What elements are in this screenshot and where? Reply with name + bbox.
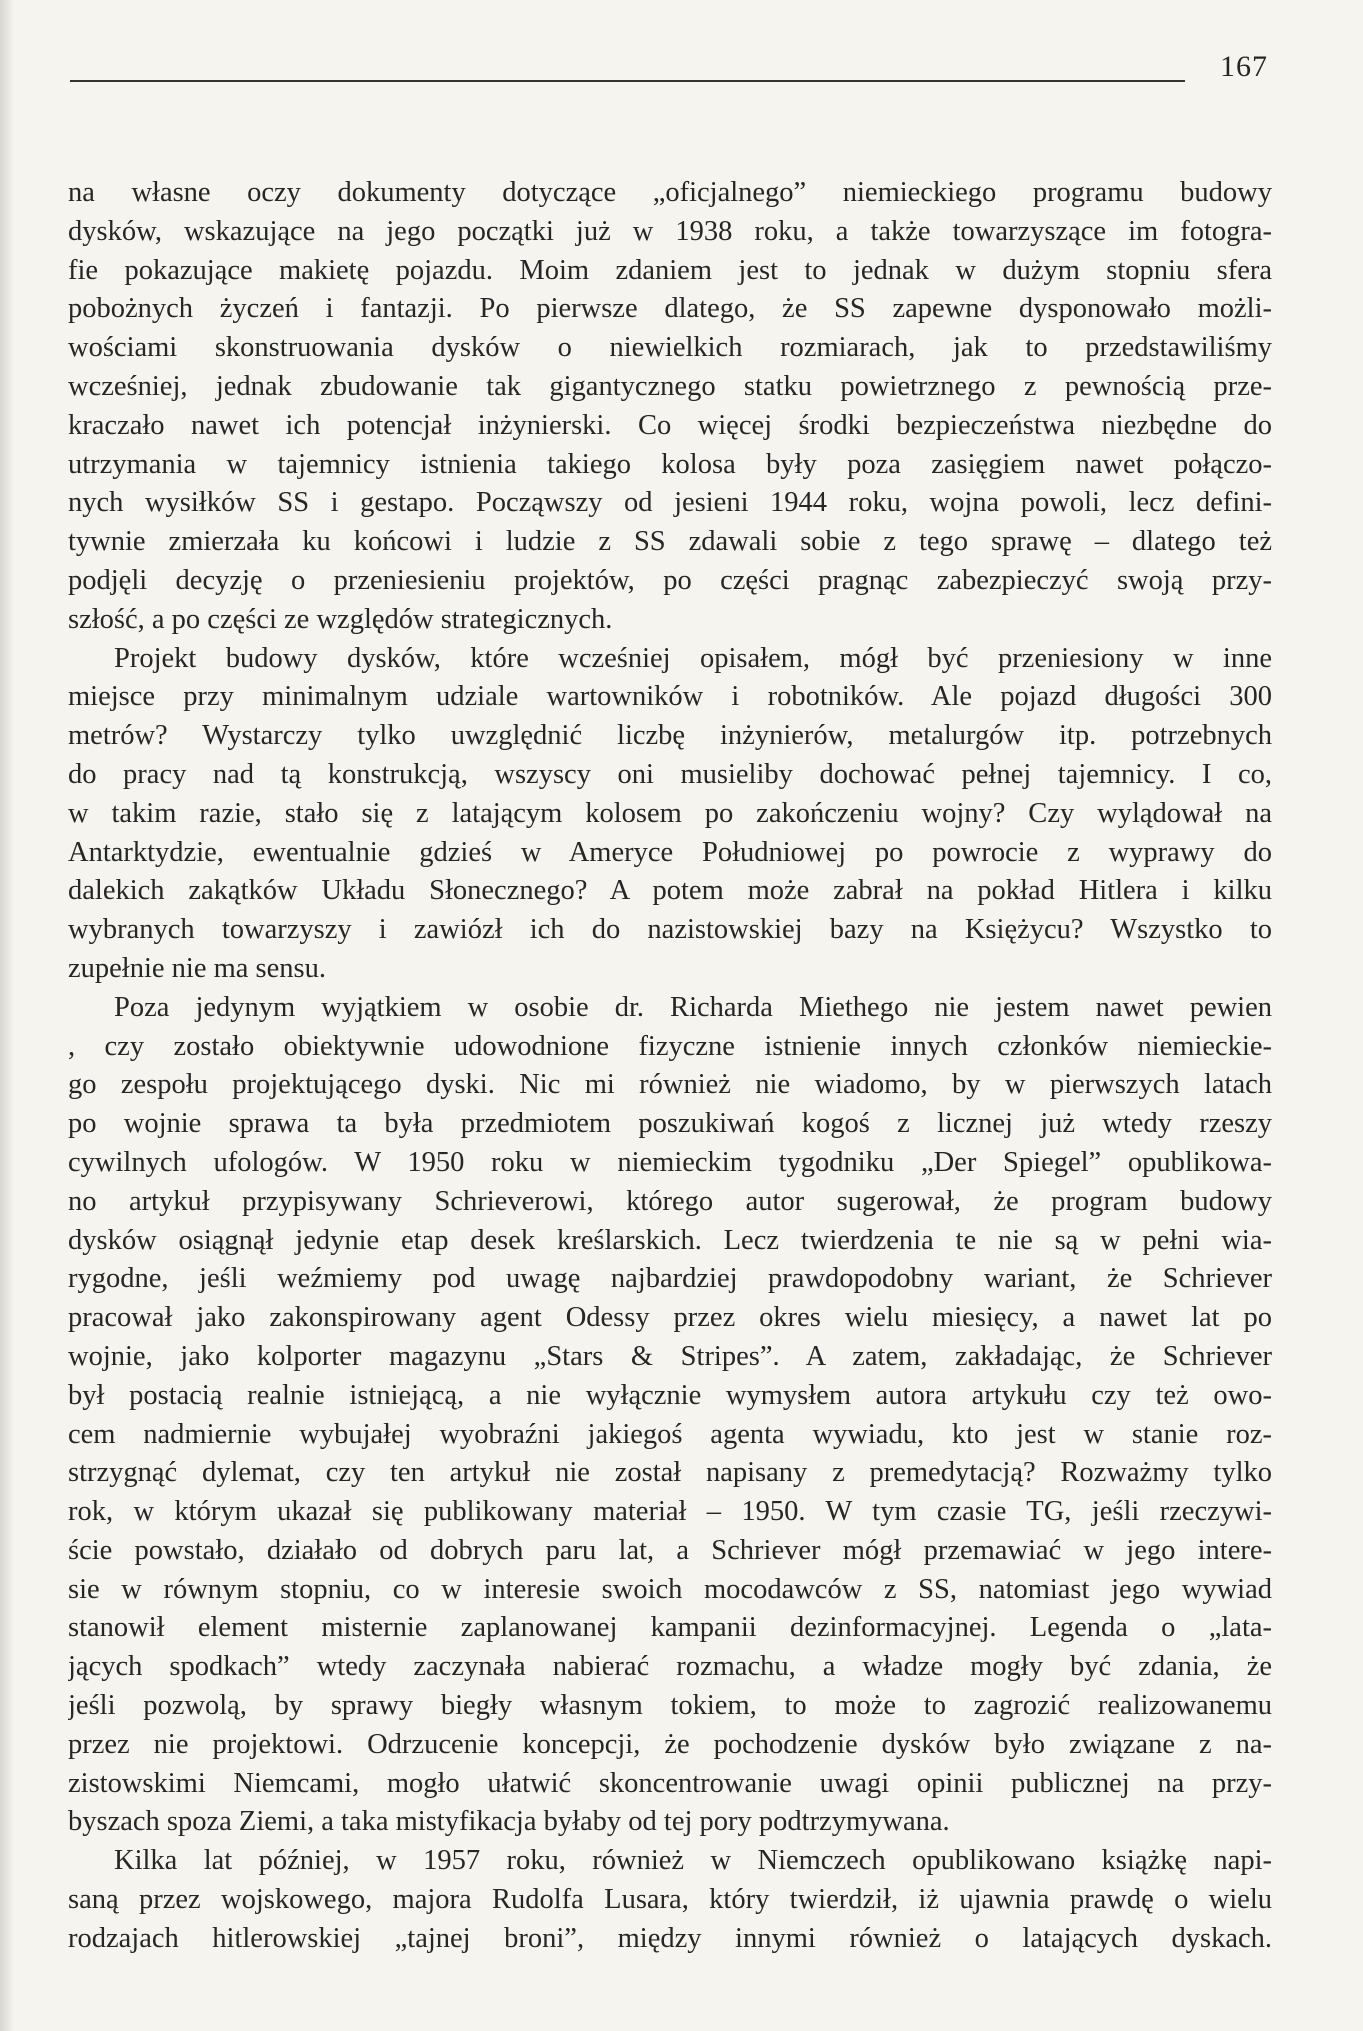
paragraph [68,989,1272,1843]
text-line: Projekt budowy dysków, które wcześniej opisałem, mógł być przeniesiony w inne [114,642,1272,674]
text-line: dalekich zakątków Układu Słonecznego? A potem może zabrał na pokład Hitlera i kilku [68,875,1272,907]
text-line: Kilka lat później, w 1957 roku, również w Niemczech opublikowano książkę napi- [114,1845,1272,1877]
text-line: cywilnych ufologów. W 1950 roku w niemieckim tygodniku „Der Spiegel” opublikowa- [68,1146,1272,1178]
text-line: jących spodkach” wtedy zaczynała nabierać rozmachu, a władze mogły być zdania, że [68,1651,1272,1683]
text-line: stanowił element misternie zaplanowanej kampanii dezinformacyjnej. Legenda o „lata- [68,1612,1272,1644]
text-line: rodzajach hitlerowskiej „tajnej broni”, między innymi również o latających dyskach. [68,1922,1272,1954]
text-line: do pracy nad tą konstrukcją, wszyscy oni musieliby dochować pełnej tajemnicy. I co, [68,758,1272,790]
text-line: zistowskimi Niemcami, mogło ułatwić skoncentrowanie uwagi opinii publicznej na przy- [68,1767,1272,1799]
page-spine-shadow [0,0,14,2031]
text-line: dysków osiągnął jedynie etap desek kreślarskich. Lecz twierdzenia te nie są w pełni wia- [68,1224,1272,1256]
text-line: miejsce przy minimalnym udziale wartowników i robotników. Ale pojazd długości 300 [68,681,1272,713]
text-line: , czy zostało obiektywnie udowodnione fizyczne istnienie innych członków niemieckie- [68,1030,1272,1062]
text-line: tywnie zmierzała ku końcowi i ludzie z SS zdawali sobie z tego sprawę – dlatego też [68,526,1272,558]
body-text [68,174,1272,1959]
text-line: pobożnych życzeń i fantazji. Po pierwsze dlatego, że SS zapewne dysponowało możli- [68,293,1272,325]
paragraph [68,1842,1272,1958]
text-line: metrów? Wystarczy tylko uwzględnić liczbę inżynierów, metalurgów itp. potrzebnych [68,720,1272,752]
text-line: cem nadmiernie wybujałej wyobraźni jakiegoś agenta wywiadu, kto jest w stanie roz- [68,1418,1272,1450]
text-line: byszach spoza Ziemi, a taka mistyfikacja byłaby od tej pory podtrzymywana. [68,1806,950,1838]
text-line: na własne oczy dokumenty dotyczące „oficjalnego” niemieckiego programu budowy [68,177,1272,208]
text-line: jeśli pozwolą, by sprawy biegły własnym tokiem, to może to zagrozić realizowanemu [68,1690,1272,1722]
text-line: zupełnie nie ma sensu. [68,952,327,984]
text-line: go zespołu projektującego dyski. Nic mi również nie wiadomo, by w pierwszych latach [68,1069,1272,1101]
text-line: rygodne, jeśli weźmiemy pod uwagę najbardziej prawdopodobny wariant, że Schriever [68,1263,1272,1295]
paragraph [68,174,1272,640]
text-line: był postacią realnie istniejącą, a nie wyłącznie wymysłem autora artykułu czy też owo- [68,1379,1272,1411]
text-line: fie pokazujące makietę pojazdu. Moim zdaniem jest to jednak w dużym stopniu sfera [68,254,1272,286]
header-rule [70,80,1185,82]
text-line: sie w równym stopniu, co w interesie swoich mocodawców z SS, natomiast jego wywiad [68,1573,1272,1605]
text-line: podjęli decyzję o przeniesieniu projektów, po części pragnąc zabezpieczyć swoją przy- [68,564,1272,596]
text-line: kraczało nawet ich potencjał inżynierski. Co więcej środki bezpieczeństwa niezbędne do [68,409,1272,441]
text-line: Poza jedynym wyjątkiem w osobie dr. Richarda Miethego nie jestem nawet pewien [114,991,1272,1023]
text-line: szłość, a po części ze względów strategicznych. [68,603,613,635]
text-line: pracował jako zakonspirowany agent Odessy przez okres wielu miesięcy, a nawet lat po [68,1302,1272,1334]
paragraph [68,640,1272,989]
text-line: utrzymania w tajemnicy istnienia takiego kolosa były poza zasięgiem nawet połączo- [68,448,1272,480]
text-line: dysków, wskazujące na jego początki już w 1938 roku, a także towarzyszące im fotogra- [68,215,1272,247]
text-line: no artykuł przypisywany Schrieverowi, którego autor sugerował, że program budowy [68,1185,1272,1217]
text-line: przez nie projektowi. Odrzucenie koncepcji, że pochodzenie dysków było związane z na- [68,1728,1272,1760]
text-line: rok, w którym ukazał się publikowany materiał – 1950. W tym czasie TG, jeśli rzeczywi- [68,1496,1272,1528]
text-line: wojnie, jako kolporter magazynu „Stars & Stripes”. A zatem, zakładając, że Schriever [68,1340,1272,1372]
text-line: po wojnie sprawa ta była przedmiotem poszukiwań kogoś z licznej już wtedy rzeszy [68,1108,1272,1140]
text-line: nych wysiłków SS i gestapo. Począwszy od jesieni 1944 roku, wojna powoli, lecz defini- [68,487,1272,519]
page-number: 167 [1220,50,1268,83]
text-line: w takim razie, stało się z latającym kolosem po zakończeniu wojny? Czy wylądował na [68,797,1272,829]
text-line: wybranych towarzyszy i zawiózł ich do nazistowskiej bazy na Księżycu? Wszystko to [68,914,1272,946]
text-line: Antarktydzie, ewentualnie gdzieś w Ameryce Południowej po powrocie z wyprawy do [68,836,1272,868]
text-line: ście powstało, działało od dobrych paru lat, a Schriever mógł przemawiać w jego intere- [68,1534,1272,1566]
text-line: strzygnąć dylemat, czy ten artykuł nie został napisany z premedytacją? Rozważmy tylko [68,1457,1272,1489]
text-line: wcześniej, jednak zbudowanie tak gigantycznego statku powietrznego z pewnością prze- [68,370,1272,402]
text-line: saną przez wojskowego, majora Rudolfa Lusara, który twierdził, iż ujawnia prawdę o wielu [68,1884,1272,1916]
text-line: wościami skonstruowania dysków o niewielkich rozmiarach, jak to przedstawiliśmy [68,332,1272,364]
